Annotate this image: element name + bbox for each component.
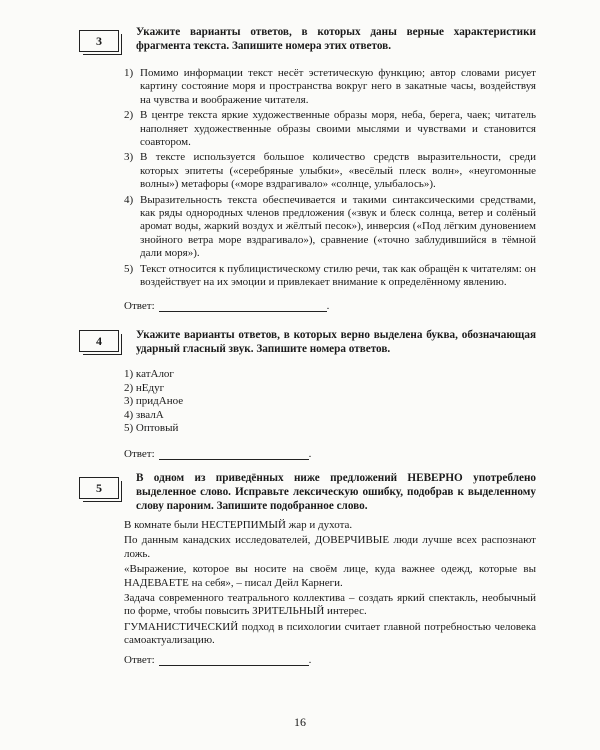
- task-5-sentence: В комнате были НЕСТЕРПИМЫЙ жар и духота.: [124, 519, 353, 531]
- task-4-answer: Ответ: .: [124, 448, 312, 460]
- task-3-number: 3: [79, 30, 119, 52]
- answer-line[interactable]: [159, 448, 309, 460]
- task-3-option: 3) В тексте используется большое количество средств выразительности, среди которых эпитеты («серебряные улыбки», «весёлый плеск волн», «неугомонные волны») метафоры («море вздрагивало» «солнце, улыбалось»).: [124, 151, 536, 191]
- task-3-question: Укажите варианты ответов, в которых даны верные характеристики фрагмента текста. Запишите номера этих ответов.: [136, 26, 536, 52]
- task-5-sentences: [124, 519, 536, 650]
- task-3-answer: Ответ: .: [124, 300, 330, 312]
- task-3-option: 2) В центре текста яркие художественные образы моря, неба, берега, чаек; читатель наполняет художественные образы своими мыслями и чувствами и становится соавтором.: [124, 109, 536, 149]
- task-5-number: 5: [79, 477, 119, 499]
- answer-label: Ответ:: [124, 300, 155, 312]
- task-4-option: 1) катАлог: [124, 368, 174, 380]
- task-3-options: [124, 67, 536, 292]
- task-3-option: 5) Текст относится к публицистическому стилю речи, так как обращён к читателям: он воздействует на их эмоции и привлекает внимание к определённому явлению.: [124, 262, 536, 289]
- task-5-sentence: По данным канадских исследователей, ДОВЕРЧИВЫЕ люди лучше всех распознают ложь.: [124, 534, 536, 560]
- task-4-option: 2) нЕдуг: [124, 381, 165, 394]
- task-5-question: В одном из приведённых ниже предложений НЕВЕРНО употреблено выделенное слово. Исправьте лексическую ошибку, подобрав к выделенному слову пароним. Запишите подобранное слово.: [136, 472, 536, 512]
- answer-label: Ответ:: [124, 448, 155, 460]
- task-3-option: 1) Помимо информации текст несёт эстетическую функцию; автор словами рисует картину состояние моря и пространства вокруг него в закатные часы, воздействуя на чувства и воображение читателя.: [124, 67, 536, 106]
- page-number: 16: [294, 715, 306, 729]
- task-5-sentence: ГУМАНИСТИЧЕСКИЙ подход в психологии считает главной потребностью человека самоактуализацию.: [124, 620, 536, 647]
- task-4-question: Укажите варианты ответов, в которых верно выделена буква, обозначающая ударный гласный звук. Запишите номера ответов.: [136, 329, 536, 355]
- task-3-option: 4) Выразительность текста обеспечивается и такими синтаксическими средствами, как ряды однородных членов предложения («звук и блеск солнца, ветер и солёный аромат воды, жаркий воздух и жёлтый песок»), инверсия («Под лёгким дуновением знойного ветра море вздрагивало»), сравнение («точно заблудившийся в тёмной дали моря»).: [124, 193, 536, 260]
- answer-label: Ответ:: [124, 654, 155, 666]
- answer-line[interactable]: [159, 300, 327, 312]
- task-4-options: [124, 368, 183, 436]
- task-4-option: 3) придАное: [124, 395, 184, 408]
- task-4-number: 4: [79, 330, 119, 352]
- answer-line[interactable]: [159, 654, 309, 666]
- task-5-sentence: «Выражение, которое вы носите на своём лице, куда важнее одежд, которые вы НАДЕВАЕТЕ на себя», – писал Дейл Карнеги.: [124, 563, 536, 589]
- task-4-option: 4) звалА: [124, 408, 164, 421]
- task-5-sentence: Задача современного театрального коллектива – создать яркий спектакль, необычный по форме, чтобы повысить ЗРИТЕЛЬНЫЙ интерес.: [124, 592, 536, 618]
- task-5-answer: Ответ: .: [124, 654, 312, 666]
- task-4-option: 5) Оптовый: [124, 422, 179, 435]
